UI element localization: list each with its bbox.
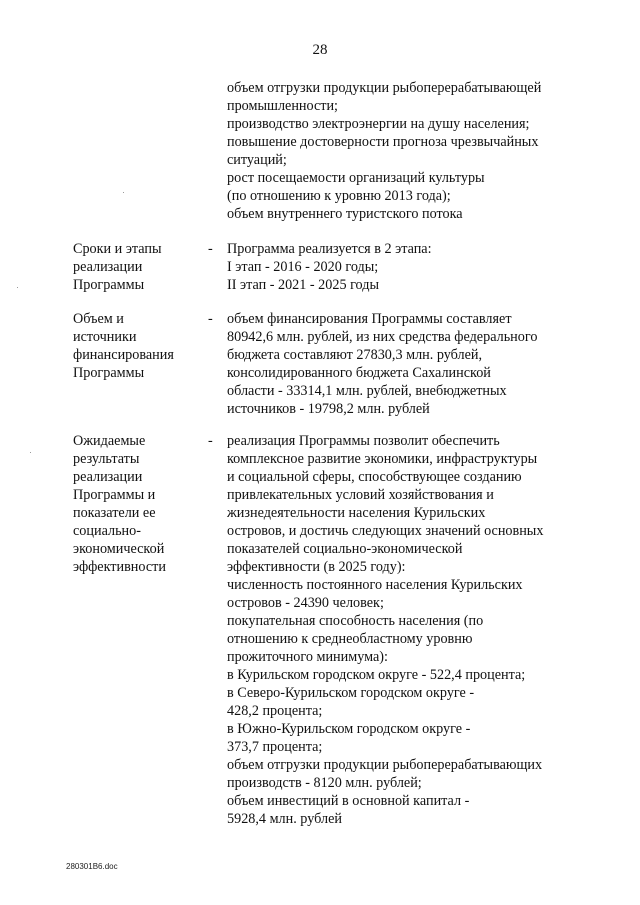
section-label: Объем и: [73, 311, 124, 327]
text-line: островов, и достичь следующих значений основных: [227, 523, 544, 539]
section-label: финансирования: [73, 347, 174, 363]
text-line: бюджета составляют 27830,3 млн. рублей,: [227, 347, 483, 363]
text-line: отношению к среднеобластному уровню: [227, 631, 473, 647]
text-line: 5928,4 млн. рублей: [227, 811, 342, 827]
text-line: и социальной сферы, способствующее созданию: [227, 469, 522, 485]
text-line: объем внутреннего туристского потока: [227, 206, 463, 222]
text-line: объем отгрузки продукции рыбоперерабатывающей: [227, 80, 542, 96]
text-line: покупательная способность населения (по: [227, 613, 484, 629]
text-line: 428,2 процента;: [227, 703, 323, 719]
text-line: производство электроэнергии на душу населения;: [227, 116, 530, 132]
section-label: Ожидаемые: [73, 433, 146, 449]
text-line: в Северо-Курильском городском округе -: [227, 685, 475, 701]
text-line: источников - 19798,2 млн. рублей: [227, 401, 430, 417]
text-line: эффективности (в 2025 году):: [227, 559, 406, 575]
text-line: повышение достоверности прогноза чрезвычайных: [227, 134, 539, 150]
document-footer: 280301B6.doc: [66, 862, 118, 871]
text-line: объем инвестиций в основной капитал -: [227, 793, 470, 809]
text-line: ситуаций;: [227, 152, 287, 168]
text-line: численность постоянного населения Курильских: [227, 577, 523, 593]
section-dash: -: [208, 241, 213, 257]
section-label: результаты: [73, 451, 140, 467]
text-line: (по отношению к уровню 2013 года);: [227, 188, 451, 204]
text-line: в Южно-Курильском городском округе -: [227, 721, 471, 737]
text-line: области - 33314,1 млн. рублей, внебюджетных: [227, 383, 507, 399]
text-line: прожиточного минимума):: [227, 649, 388, 665]
text-line: объем отгрузки продукции рыбоперерабатывающих: [227, 757, 543, 773]
section-label: показатели ее: [73, 505, 156, 521]
section-label: Программы и: [73, 487, 156, 503]
section-label: реализации: [73, 469, 143, 485]
section-label: эффективности: [73, 559, 166, 575]
section-dash: -: [208, 433, 213, 449]
text-line: островов - 24390 человек;: [227, 595, 384, 611]
text-line: в Курильском городском округе - 522,4 процента;: [227, 667, 526, 683]
section-label: источники: [73, 329, 137, 345]
text-line: показателей социально-экономической: [227, 541, 463, 557]
text-line: рост посещаемости организаций культуры: [227, 170, 485, 186]
text-line: I этап - 2016 - 2020 годы;: [227, 259, 379, 275]
text-line: реализация Программы позволит обеспечить: [227, 433, 500, 449]
text-line: промышленности;: [227, 98, 338, 114]
section-label: Программы: [73, 277, 145, 293]
section-label: реализации: [73, 259, 143, 275]
text-line: производств - 8120 млн. рублей;: [227, 775, 422, 791]
text-line: консолидированного бюджета Сахалинской: [227, 365, 491, 381]
section-label: экономической: [73, 541, 165, 557]
text-line: комплексное развитие экономики, инфраструктуры: [227, 451, 538, 467]
text-line: II этап - 2021 - 2025 годы: [227, 277, 379, 293]
section-label: социально-: [73, 523, 141, 539]
text-line: Программа реализуется в 2 этапа:: [227, 241, 432, 257]
text-line: жизнедеятельности населения Курильских: [227, 505, 486, 521]
text-line: 80942,6 млн. рублей, из них средства федерального: [227, 329, 538, 345]
scan-speck: [123, 192, 124, 193]
scan-speck: [17, 287, 18, 288]
scan-speck: [30, 452, 31, 453]
text-line: привлекательных условий хозяйствования и: [227, 487, 494, 503]
text-line: объем финансирования Программы составляет: [227, 311, 512, 327]
text-line: 373,7 процента;: [227, 739, 323, 755]
section-dash: -: [208, 311, 213, 327]
section-label: Сроки и этапы: [73, 241, 162, 257]
page-number: 28: [312, 42, 328, 58]
section-label: Программы: [73, 365, 145, 381]
